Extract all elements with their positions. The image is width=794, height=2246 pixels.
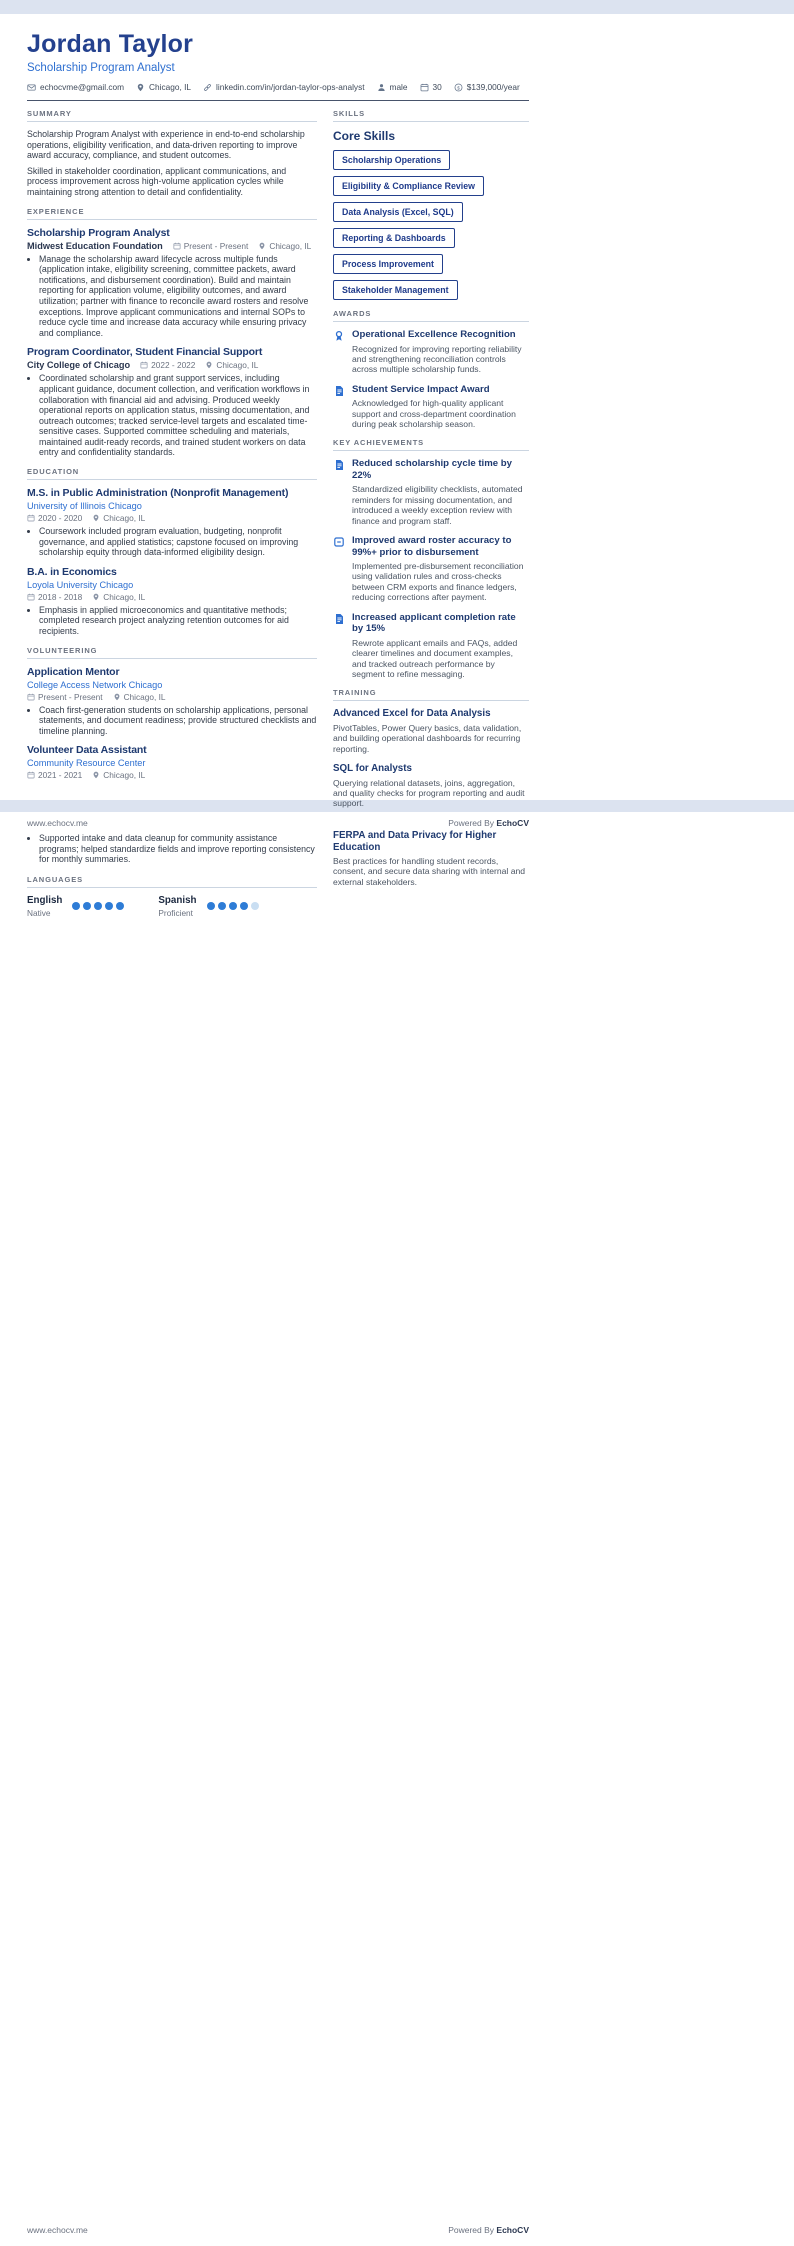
section-awards (333, 309, 529, 429)
contact-salary (454, 82, 520, 92)
award-body (352, 384, 529, 430)
contact-linkedin-text: linkedin.com/in/jordan-taylor-ops-analyst (216, 82, 365, 92)
award-title: Operational Excellence Recognition (352, 329, 516, 340)
resume-page-2 (0, 812, 556, 2246)
training-title: Advanced Excel for Data Analysis (333, 708, 491, 720)
volunteering-item (27, 666, 317, 737)
page-top-band (0, 0, 794, 14)
contact-email-text: echocvme@gmail.com (40, 82, 125, 92)
age-icon (420, 83, 429, 92)
education-location: Chicago, IL (92, 592, 145, 602)
job-meta (27, 241, 317, 251)
footer-site-link[interactable]: www.echocv.me (27, 2225, 88, 2235)
language-item (27, 895, 124, 918)
job-company: Midwest Education Foundation (27, 240, 163, 251)
echocv-brand: EchoCV (496, 817, 529, 828)
person-name: Jordan Taylor (27, 30, 194, 58)
job-title: Program Coordinator, Student Financial Support (27, 346, 263, 359)
education-dates: 2020 - 2020 (27, 513, 82, 523)
gender-icon (377, 83, 386, 92)
achievement-description: Standardized eligibility checklists, automated reminders for missing documentation, and introduced a weekly exception review with finance and program staff. (352, 484, 523, 526)
job-location: Chicago, IL (258, 241, 311, 251)
document-icon (333, 458, 345, 526)
volunteering-label: VOLUNTEERING (27, 646, 317, 659)
education-location: Chicago, IL (92, 513, 145, 523)
training-title: SQL for Analysts (333, 763, 412, 775)
contact-gender (377, 82, 408, 92)
skill-tag: Stakeholder Management (333, 280, 458, 300)
achievement-item (333, 535, 529, 603)
section-experience (27, 207, 317, 459)
page2-footer (27, 2225, 529, 2235)
section-training (333, 688, 529, 808)
contact-location-text: Chicago, IL (149, 82, 192, 92)
experience-label: EXPERIENCE (27, 207, 317, 220)
summary-text (27, 129, 317, 198)
contact-salary-text: $139,000/year (466, 82, 520, 92)
achievement-item (333, 458, 529, 526)
volunteer-org: College Access Network Chicago (27, 679, 163, 690)
training-description: PivotTables, Power Query basics, data validation, and building operational dashboards for recurring reporting. (333, 722, 522, 754)
right-column (333, 830, 529, 927)
achievement-title: Improved award roster accuracy to 99%+ prior to disbursement (352, 535, 512, 558)
core-skills-heading: Core Skills (333, 129, 396, 143)
language-item (158, 895, 258, 918)
volunteer-dates: Present - Present (27, 692, 103, 702)
section-summary (27, 109, 317, 198)
job-bullet: • Manage the scholarship award lifecycle across multiple funds (application intake, eligibility screening, committee packets, award notifications, and disbursement coordination). Build and maintain reporting for application volume, eligibility outcomes, and award utilization; partner with finance to reconcile award rosters and resolve exceptions. Improve applicant communications and internal SOPs to reduce cycle time and increase data accuracy while ensuring privacy and compliance. (39, 254, 317, 339)
location-icon (258, 242, 266, 250)
contact-linkedin[interactable] (203, 82, 365, 92)
education-bullet: • Emphasis in applied microeconomics and quantitative methods; completed research project analyzing retention outcomes for aid recipients. (39, 605, 317, 637)
linkedin-icon (203, 83, 212, 92)
training-label: TRAINING (333, 688, 529, 701)
volunteer-org: Community Resource Center (27, 758, 146, 769)
calendar-icon (173, 242, 181, 250)
experience-item (27, 346, 317, 458)
key-achievements-label: KEY ACHIEVEMENTS (333, 438, 529, 451)
resume-header (27, 30, 529, 101)
summary-paragraph: Skilled in stakeholder coordination, applicant communications, and process improvement across high-volume application cycles while maintaining strong attention to detail and confidentiality. (27, 165, 287, 197)
training-description: Best practices for handling student records, consent, and secure data sharing with internal and external stakeholders. (333, 856, 526, 887)
achievement-title: Increased applicant completion rate by 15% (352, 611, 516, 635)
volunteer-dates: 2021 - 2021 (27, 770, 82, 780)
job-company: City College of Chicago (27, 360, 131, 371)
volunteer-location: Chicago, IL (113, 692, 166, 702)
document-icon (333, 612, 345, 680)
volunteering-item (27, 744, 317, 780)
job-title: Scholarship Program Analyst (27, 226, 170, 239)
volunteer-role-title: Volunteer Data Assistant (27, 744, 147, 757)
achievement-body (352, 458, 529, 526)
skill-tag: Eligibility & Compliance Review (333, 176, 484, 196)
language-name: Spanish (158, 894, 197, 906)
job-dates: Present - Present (173, 241, 249, 251)
volunteer-location: Chicago, IL (92, 770, 145, 780)
language-level: Native (27, 907, 51, 918)
certificate-icon (333, 384, 345, 430)
achievement-body (352, 612, 529, 680)
degree-title: M.S. in Public Administration (Nonprofit Management) (27, 487, 289, 500)
section-languages (27, 875, 317, 918)
award-title: Student Service Impact Award (352, 383, 490, 395)
education-bullets (27, 526, 317, 558)
language-text (158, 895, 196, 918)
job-bullets (27, 373, 317, 458)
calendar-icon (140, 361, 148, 369)
resume-page-1 (0, 14, 556, 828)
achievement-description: Rewrote applicant emails and FAQs, added clearer timelines and document examples, and tracked outreach performance by segment to refine messaging. (352, 637, 518, 679)
location-icon (205, 361, 213, 369)
contact-age-text: 30 (432, 82, 442, 92)
school-name: Loyola University Chicago (27, 579, 134, 590)
section-skills (333, 109, 529, 300)
awards-label: AWARDS (333, 309, 529, 322)
left-column (27, 830, 317, 927)
skill-tag: Process Improvement (333, 254, 443, 274)
education-label: EDUCATION (27, 467, 317, 480)
section-key-achievements (333, 438, 529, 679)
section-volunteering (27, 646, 317, 781)
achievement-title: Reduced scholarship cycle time by 22% (352, 458, 512, 481)
education-item (27, 487, 317, 558)
person-job-title: Scholarship Program Analyst (27, 62, 175, 74)
summary-label: SUMMARY (27, 109, 317, 122)
language-proficiency-dots (207, 902, 259, 910)
skills-label: SKILLS (333, 109, 529, 122)
page2-columns (27, 830, 529, 927)
education-bullets (27, 605, 317, 637)
language-level: Proficient (158, 907, 193, 918)
calendar-icon (27, 693, 35, 701)
training-description: Querying relational datasets, joins, aggregation, and quality checks for program reporting and audit support. (333, 777, 525, 809)
location-icon (92, 593, 100, 601)
skill-tag: Reporting & Dashboards (333, 228, 455, 248)
languages-label: LANGUAGES (27, 875, 317, 888)
job-location: Chicago, IL (205, 360, 258, 370)
location-icon (92, 771, 100, 779)
education-meta (27, 592, 317, 602)
section-education (27, 467, 317, 637)
job-dates: 2022 - 2022 (140, 360, 195, 370)
degree-title: B.A. in Economics (27, 565, 117, 578)
education-meta (27, 513, 317, 523)
contact-age (420, 82, 442, 92)
footer-site-link[interactable]: www.echocv.me (27, 817, 88, 828)
language-text (27, 895, 62, 918)
training-item (333, 830, 529, 887)
language-proficiency-dots (72, 902, 124, 910)
training-title: FERPA and Data Privacy for Higher Education (333, 830, 497, 853)
award-description: Recognized for improving reporting reliability and strengthening reconciliation controls across multiple scholarship funds. (352, 343, 522, 375)
contact-email[interactable] (27, 82, 124, 92)
training-item (333, 708, 529, 754)
page1-footer (27, 818, 529, 828)
achievement-item (333, 612, 529, 680)
achievement-description: Implemented pre-disbursement reconciliation using validation rules and cross-checks between CRM exports and finance ledgers, reducing corrections after payment. (352, 561, 524, 603)
location-icon (92, 514, 100, 522)
contact-location (136, 82, 191, 92)
language-name: English (27, 894, 63, 906)
location-icon (136, 83, 145, 92)
calendar-icon (27, 514, 35, 522)
summary-paragraph: Scholarship Program Analyst with experience in end-to-end scholarship operations, eligibility verification, and data-driven reporting to improve award accuracy, compliance, and student outcomes. (27, 129, 305, 161)
achievement-body (352, 535, 529, 603)
skill-tag: Data Analysis (Excel, SQL) (333, 202, 463, 222)
calendar-icon (27, 593, 35, 601)
school-name: University of Illinois Chicago (27, 501, 142, 512)
award-item (333, 384, 529, 430)
job-meta (27, 360, 317, 370)
right-column (333, 109, 529, 818)
education-bullet: • Coursework included program evaluation, budgeting, nonprofit governance, and applied statistics; capstone focused on improving scholarship equity through data-informed eligibility design. (39, 526, 317, 558)
volunteer-meta (27, 770, 317, 780)
volunteer-bullet: • Coach first-generation students on scholarship applications, personal statements, and document readiness; provide structured checklists and timeline planning. (39, 705, 317, 737)
echocv-brand: EchoCV (496, 2225, 529, 2235)
training-item (333, 763, 529, 809)
languages-row (27, 895, 317, 918)
calendar-icon (27, 771, 35, 779)
location-icon (113, 693, 121, 701)
header-divider (27, 100, 529, 101)
skill-tags (333, 150, 529, 300)
volunteer-role-title: Application Mentor (27, 665, 120, 678)
email-icon (27, 83, 36, 92)
award-description: Acknowledged for high-quality applicant support and cross-department coordination during peak scholarship season. (352, 398, 516, 430)
award-body (352, 329, 529, 375)
volunteer-bullets (27, 705, 317, 737)
powered-by[interactable]: Powered By EchoCV (448, 2225, 529, 2235)
education-item (27, 566, 317, 637)
salary-icon (454, 83, 463, 92)
skill-tag: Scholarship Operations (333, 150, 450, 170)
contact-gender-text: male (389, 82, 408, 92)
medal-icon (333, 329, 345, 375)
left-column (27, 109, 317, 818)
volunteer-bullets-continued (27, 833, 317, 865)
volunteer-bullet: • Supported intake and data cleanup for community assistance programs; helped standardize fields and improve reporting consistency for monthly summaries. (39, 833, 317, 865)
badge-icon (333, 535, 345, 603)
page1-columns (27, 109, 529, 818)
job-bullet: • Coordinated scholarship and grant support services, including applicant guidance, document collection, and verification workflows in collaboration with financial aid and advising. Produced weekly operational reports on application status, missing documentation, and outreach outcomes; tracked service-level targets and escalated time-sensitive cases. Supported committee scheduling and materials, maintained audit-ready records, and trained student workers on data entry and confidentiality standards. (39, 373, 317, 458)
education-dates: 2018 - 2018 (27, 592, 82, 602)
contact-row (27, 82, 529, 92)
experience-item (27, 227, 317, 339)
job-bullets (27, 254, 317, 339)
award-item (333, 329, 529, 375)
powered-by[interactable]: Powered By EchoCV (448, 817, 529, 828)
volunteer-meta (27, 692, 317, 702)
